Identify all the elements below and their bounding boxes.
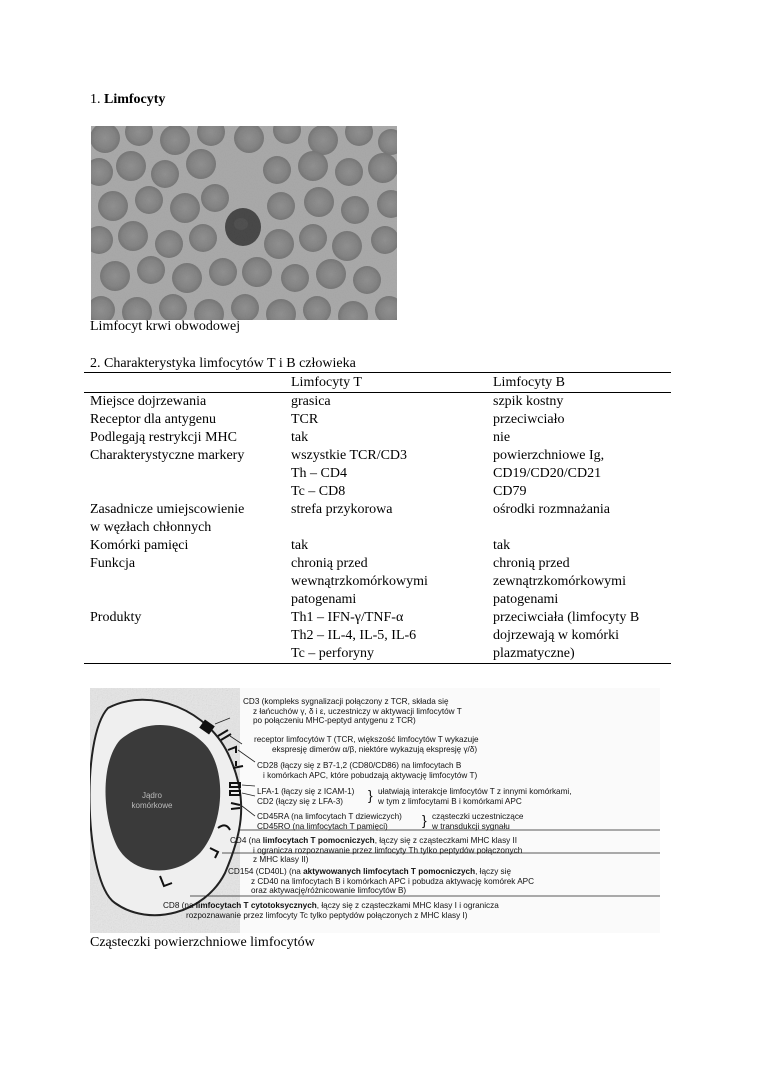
figure-caption: Cząsteczki powierzchniowe limfocytów xyxy=(90,935,315,950)
table-row xyxy=(84,501,671,537)
t-cell-line: tak xyxy=(291,538,309,553)
annotation-cd45ra: CD45RA (na limfocytach T dziewiczych) xyxy=(257,812,402,821)
row-label-line: Receptor dla antygenu xyxy=(90,412,216,427)
t-cell xyxy=(285,555,487,609)
t-cell-line: patogenami xyxy=(291,592,357,607)
b-cell-line: dojrzewają w komórki xyxy=(493,628,619,643)
t-cell-line: wszystkie TCR/CD3 xyxy=(291,448,408,463)
annotation-cd3 xyxy=(243,697,462,726)
b-cell-line: ośrodki rozmnażania xyxy=(493,502,611,517)
section1-heading xyxy=(90,92,165,108)
b-cell xyxy=(487,501,671,537)
annotation-cd154-bold: aktywowanych limfocytach T pomocniczych xyxy=(303,867,476,876)
annotation-cd4-suffix: , łączy się z cząsteczkami MHC klasy II xyxy=(374,836,518,845)
table-header-empty xyxy=(84,373,285,393)
t-cell-line: Tc – CD8 xyxy=(291,484,346,499)
table-row xyxy=(84,411,671,429)
annotation-adhesion xyxy=(257,787,354,806)
t-cell xyxy=(285,501,487,537)
annotation-cd45 xyxy=(257,812,402,831)
annotation-cd28-line2: i komórkach APC, które pobudzają aktywację limfocytów T) xyxy=(263,770,478,780)
row-label xyxy=(84,501,285,537)
b-cell xyxy=(487,537,671,555)
row-label xyxy=(84,537,285,555)
annotation-cd45ro: CD45RO (na limfocytach T pamięci) xyxy=(257,821,388,831)
annotation-cd154 xyxy=(228,867,534,896)
annotation-cd8-bold: limfocytach T cytotoksycznych xyxy=(195,901,317,910)
annotation-cd8-line1 xyxy=(163,901,499,911)
annotation-cd154-line1 xyxy=(228,867,534,877)
annotation-cd4-bold: limfocytach T pomocniczych xyxy=(262,836,375,845)
row-label xyxy=(84,411,285,429)
annotation-cd3-line1: CD3 (kompleks sygnalizacji połączony z TCR, składa się xyxy=(243,697,449,706)
b-cell-line: CD19/CD20/CD21 xyxy=(493,466,602,481)
t-cell xyxy=(285,393,487,412)
b-cell xyxy=(487,411,671,429)
t-cell-line: Th – CD4 xyxy=(291,466,347,481)
section1-title: Limfocyty xyxy=(104,92,166,107)
annotation-cd28-line1: CD28 (łączy się z B7-1,2 (CD80/CD86) na limfocytach B xyxy=(257,761,462,770)
t-cell xyxy=(285,447,487,501)
b-cell xyxy=(487,555,671,609)
annotation-cd45-note-line2: w transdukcji sygnału xyxy=(432,821,510,831)
t-cell xyxy=(285,609,487,664)
t-cell-line: Th1 – IFN-γ/TNF-α xyxy=(291,610,404,625)
t-cell-line: TCR xyxy=(291,412,319,427)
b-cell-line: patogenami xyxy=(493,592,559,607)
row-label-line: Funkcja xyxy=(90,556,136,571)
b-cell-line: tak xyxy=(493,538,511,553)
annotation-cd4-line1 xyxy=(230,836,522,846)
t-cell xyxy=(285,429,487,447)
t-cell xyxy=(285,411,487,429)
table-row xyxy=(84,537,671,555)
annotation-tcr-line1: receptor limfocytów T (TCR, większość limfocytów T wykazuje xyxy=(254,735,479,744)
table-row xyxy=(84,393,671,412)
b-cell-line: przeciwciała (limfocyty B xyxy=(493,610,640,625)
row-label-line: Zasadnicze umiejscowienie xyxy=(90,502,245,517)
annotation-cd8-line2: rozpoznawanie przez limfocyty Tc tylko peptydów połączonych z MHC klasy I) xyxy=(186,910,468,920)
b-cell-line: nie xyxy=(493,430,511,445)
row-label xyxy=(84,393,285,412)
t-cell-line: chronią przed xyxy=(291,556,368,571)
annotation-tcr xyxy=(254,735,479,754)
annotation-cd154-line2: z CD40 na limfocytach B i komórkach APC i pobudza aktywację komórek APC xyxy=(251,876,535,886)
lymphocyte-micrograph xyxy=(91,126,397,320)
b-cell xyxy=(487,429,671,447)
b-cell xyxy=(487,447,671,501)
b-cell-line: szpik kostny xyxy=(493,394,564,409)
annotation-cd3-line2: z łańcuchów γ, δ i ε, uczestniczy w aktywacji limfocytów T xyxy=(253,706,462,716)
annotation-cd8 xyxy=(163,901,499,920)
annotation-cd4 xyxy=(230,836,522,865)
annotation-adhesion-note-line2: w tym z limfocytami B i komórkami APC xyxy=(378,796,522,806)
t-cell-line: strefa przykorowa xyxy=(291,502,393,517)
row-label-line: Charakterystyczne markery xyxy=(90,448,245,463)
b-cell-line: CD79 xyxy=(493,484,527,499)
b-cell-line: plazmatyczne) xyxy=(493,646,575,661)
lymphocyte-comparison-table xyxy=(84,372,671,664)
table-header-b: Limfocyty B xyxy=(493,375,565,390)
table-row xyxy=(84,609,671,664)
row-label xyxy=(84,447,285,501)
table-row xyxy=(84,447,671,501)
annotation-tcr-line2: ekspresję dimerów α/β, niektóre wykazują ekspresję γ/δ) xyxy=(272,744,478,754)
adhesion-brace: } xyxy=(368,787,373,803)
annotation-adhesion-note xyxy=(378,787,572,806)
annotation-lfa1: LFA-1 (łączy się z ICAM-1) xyxy=(257,787,355,796)
row-label xyxy=(84,555,285,609)
row-label xyxy=(84,429,285,447)
annotation-cd45-note-line1: cząsteczki uczestniczące xyxy=(432,812,524,821)
table-row xyxy=(84,429,671,447)
t-cell-line: Th2 – IL-4, IL-5, IL-6 xyxy=(291,628,417,643)
row-label xyxy=(84,609,285,664)
b-cell-line: powierzchniowe Ig, xyxy=(493,448,605,463)
annotation-adhesion-note-line1: ułatwiają interakcje limfocytów T z innymi komórkami, xyxy=(378,787,572,796)
t-cell-line: wewnątrzkomórkowymi xyxy=(291,574,428,589)
b-cell-line: przeciwciało xyxy=(493,412,565,427)
annotation-cd8-prefix: CD8 (na xyxy=(163,901,196,910)
b-cell xyxy=(487,609,671,664)
b-cell xyxy=(487,393,671,412)
annotation-cd4-prefix: CD4 (na xyxy=(230,836,263,845)
annotation-cd154-line3: oraz aktywację/różnicowanie limfocytów B) xyxy=(251,886,407,896)
b-cell-line: zewnątrzkomórkowymi xyxy=(493,574,626,589)
section1-number: 1. xyxy=(90,92,101,107)
b-cell-line: chronią przed xyxy=(493,556,570,571)
t-cell-line: tak xyxy=(291,430,309,445)
photo-caption: Limfocyt krwi obwodowej xyxy=(90,319,241,334)
annotation-cd8-suffix: , łączy się z cząsteczkami MHC klasy I i ogranicza xyxy=(316,901,499,910)
row-label-line: Miejsce dojrzewania xyxy=(90,394,207,409)
table-header-t: Limfocyty T xyxy=(291,375,362,390)
row-label-line: Produkty xyxy=(90,610,142,625)
t-cell-line: Tc – perforyny xyxy=(291,646,374,661)
annotation-cd28 xyxy=(257,761,477,780)
cell-nucleus xyxy=(106,725,221,870)
annotation-cd2: CD2 (łączy się z LFA-3) xyxy=(257,796,343,806)
row-label-line: Komórki pamięci xyxy=(90,538,189,553)
annotation-cd154-prefix: CD154 (CD40L) (na xyxy=(228,867,304,876)
nucleus-label-1: Jądro xyxy=(141,791,163,800)
annotation-cd45-note xyxy=(432,812,523,831)
table-header-row xyxy=(84,373,671,393)
t-cell-line: grasica xyxy=(291,394,331,409)
row-label-line: w węzłach chłonnych xyxy=(90,520,212,535)
annotation-cd3-line3: po połączeniu MHC-peptyd antygenu z TCR) xyxy=(253,716,416,726)
nucleus-label-2: komórkowe xyxy=(131,801,173,810)
annotation-cd4-line2: i ogranicza rozpoznawanie przez limfocyty Th tylko peptydów połączonych xyxy=(253,845,523,855)
t-cell xyxy=(285,537,487,555)
table-row xyxy=(84,555,671,609)
annotation-cd4-line3: z MHC klasy II) xyxy=(253,855,309,865)
annotation-cd154-suffix: , łączy się xyxy=(475,867,512,876)
row-label-line: Podlegają restrykcji MHC xyxy=(90,430,237,445)
cd45-brace: } xyxy=(422,812,427,828)
section2-heading: 2. Charakterystyka limfocytów T i B człowieka xyxy=(90,356,356,371)
